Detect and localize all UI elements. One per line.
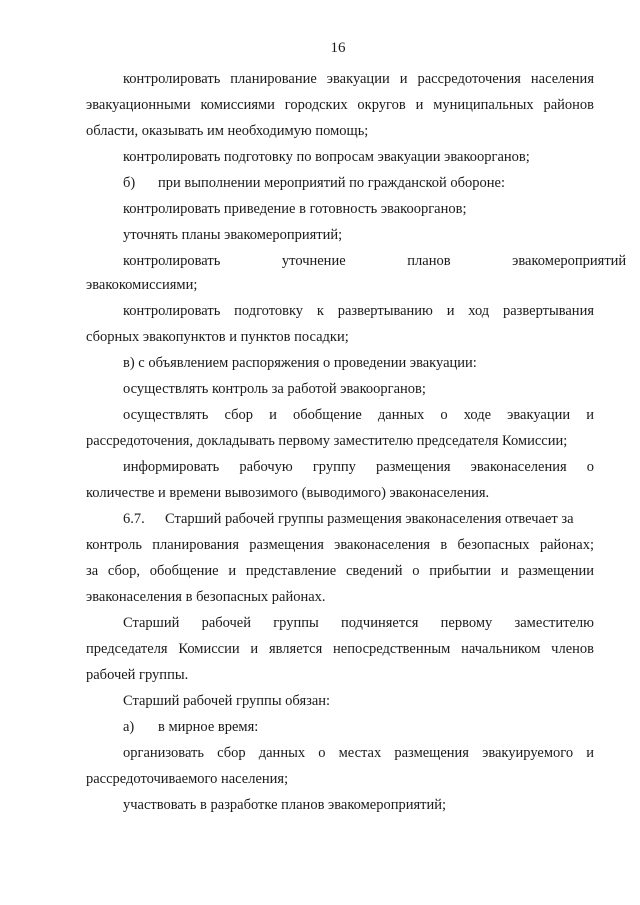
text-line: эвакокомиссиями; xyxy=(86,277,198,293)
list-item-text: при выполнении мероприятий по гражданской обороне: xyxy=(158,175,506,191)
text-line: осуществлять контроль за работой эвакоорганов; xyxy=(123,381,426,397)
text-line: уточнять планы эвакомероприятий; xyxy=(123,227,343,243)
list-item-text: в мирное время: xyxy=(158,719,259,735)
text-line: количестве и времени вывозимого (выводимого) эваконаселения. xyxy=(86,485,490,501)
text-line: контролировать подготовку к развертыванию и ход развертывания xyxy=(123,303,594,319)
text-line xyxy=(123,718,594,736)
text-line: эваконаселения в безопасных районах. xyxy=(86,589,326,605)
text-line: контролировать подготовку по вопросам эвакуации эвакоорганов; xyxy=(123,149,530,165)
section-number: 6.7. xyxy=(123,511,145,527)
text-line: за сбор, обобщение и представление сведений о прибытии и размещении xyxy=(86,563,594,579)
text-line: рабочей группы. xyxy=(86,667,189,683)
page-number: 16 xyxy=(330,40,346,56)
text-line: контролировать приведение в готовность эвакоорганов; xyxy=(123,201,467,217)
list-marker: а) xyxy=(123,719,135,735)
text-line: рассредоточиваемого населения; xyxy=(86,771,289,787)
text-line: Старший рабочей группы обязан: xyxy=(123,693,331,709)
text-line: рассредоточения, докладывать первому заместителю председателя Комиссии; xyxy=(86,433,568,449)
text-line: контролировать уточнение планов эвакомероприятий xyxy=(123,253,627,269)
text-line: эвакуационными комиссиями городских округов и муниципальных районов xyxy=(86,97,594,113)
text-line: сборных эвакопунктов и пунктов посадки; xyxy=(86,329,349,345)
text-line: Старший рабочей группы подчиняется первому заместителю xyxy=(123,615,594,631)
text-line: организовать сбор данных о местах размещения эвакуируемого и xyxy=(123,745,594,761)
text-line xyxy=(123,510,594,528)
text-line xyxy=(123,174,594,192)
text-line: осуществлять сбор и обобщение данных о ходе эвакуации и xyxy=(123,407,594,423)
list-marker: б) xyxy=(123,175,136,191)
text-line: информировать рабочую группу размещения эваконаселения о xyxy=(123,459,594,475)
text-line: области, оказывать им необходимую помощь; xyxy=(86,123,369,139)
text-line: контроль планирования размещения эваконаселения в безопасных районах; xyxy=(86,537,594,553)
text-line: в) с объявлением распоряжения о проведении эвакуации: xyxy=(123,355,477,371)
text-line: участвовать в разработке планов эвакомероприятий; xyxy=(123,797,447,813)
text-line: контролировать планирование эвакуации и рассредоточения населения xyxy=(123,71,594,87)
section-text: Старший рабочей группы размещения эваконаселения отвечает за xyxy=(165,511,574,527)
text-line: председателя Комиссии и является непосредственным начальником членов xyxy=(86,641,594,657)
